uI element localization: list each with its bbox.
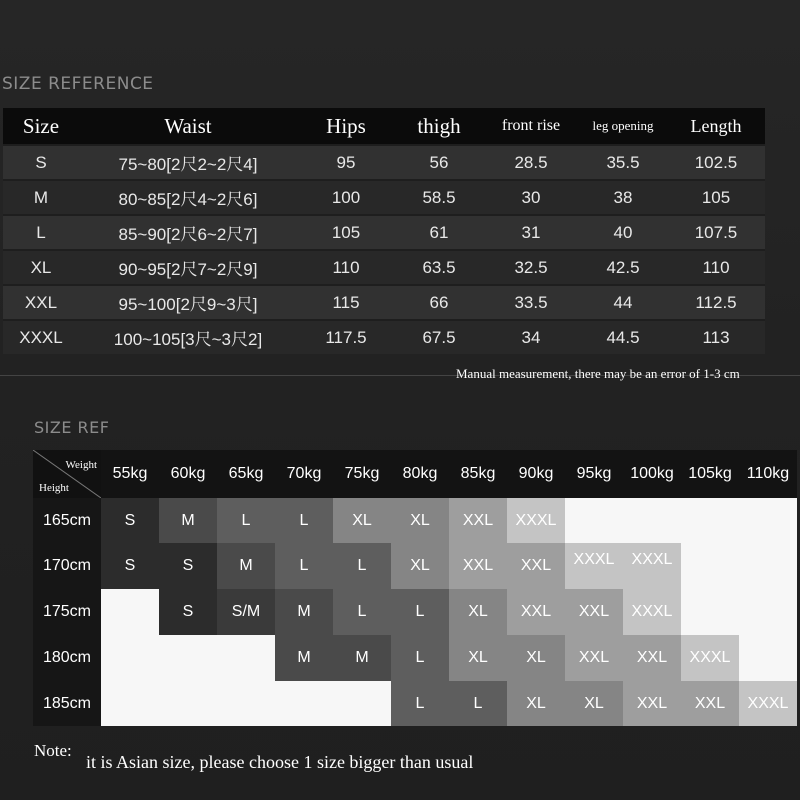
empty-cell — [217, 681, 275, 726]
size-cell: L — [449, 681, 507, 726]
empty-cell — [217, 635, 275, 681]
size-cell: XXL — [507, 543, 565, 589]
empty-cell — [739, 498, 797, 543]
cell-hips: 95 — [297, 145, 395, 180]
table-row — [3, 145, 765, 180]
cell-waist: 95~100[2尺9~3尺] — [79, 285, 297, 320]
size-cell: M — [159, 498, 217, 543]
weight-header: 55kg — [101, 450, 159, 498]
size-cell: L — [391, 681, 449, 726]
empty-cell — [623, 498, 681, 543]
size-cell: L — [391, 589, 449, 635]
empty-cell — [739, 635, 797, 681]
header-leg-opening: leg opening — [579, 108, 667, 145]
corner-weight-label: Weight — [65, 459, 97, 471]
size-cell: XL — [507, 681, 565, 726]
cell-waist: 100~105[3尺~3尺2] — [79, 320, 297, 354]
size-cell: XXL — [623, 681, 681, 726]
cell-length: 113 — [667, 320, 765, 354]
measurement-note: Manual measurement, there may be an error of 1-3 cm — [456, 366, 740, 381]
size-cell: S — [101, 543, 159, 589]
cell-leg-opening: 35.5 — [579, 145, 667, 180]
empty-cell — [101, 681, 159, 726]
size-cell: M — [275, 635, 333, 681]
size-cell: XL — [565, 681, 623, 726]
table-row — [3, 320, 765, 354]
size-cell: S — [159, 543, 217, 589]
cell-hips: 115 — [297, 285, 395, 320]
cell-size: XXL — [3, 285, 79, 320]
height-header: 170cm — [33, 543, 101, 589]
cell-thigh: 58.5 — [395, 180, 483, 215]
size-cell: L — [275, 498, 333, 543]
weight-header: 60kg — [159, 450, 217, 498]
weight-header: 65kg — [217, 450, 275, 498]
header-thigh: thigh — [395, 108, 483, 145]
size-cell: L — [217, 498, 275, 543]
size-cell: M — [333, 635, 391, 681]
cell-size: S — [3, 145, 79, 180]
note-label: Note: — [34, 741, 72, 760]
note-text: it is Asian size, please choose 1 size bigger than usual — [86, 752, 474, 772]
cell-waist: 80~85[2尺4~2尺6] — [79, 180, 297, 215]
size-cell: L — [333, 543, 391, 589]
cell-thigh: 56 — [395, 145, 483, 180]
weight-header: 95kg — [565, 450, 623, 498]
corner-height-label: Height — [39, 482, 69, 494]
cell-length: 102.5 — [667, 145, 765, 180]
size-cell: M — [275, 589, 333, 635]
cell-size: XL — [3, 250, 79, 285]
table-row — [3, 285, 765, 320]
size-cell: S — [101, 498, 159, 543]
size-cell: XXXL — [623, 543, 681, 589]
height-header: 180cm — [33, 635, 101, 681]
size-cell: XL — [333, 498, 391, 543]
size-cell: XXXL — [681, 635, 739, 681]
header-size: Size — [3, 108, 79, 145]
empty-cell — [101, 589, 159, 635]
empty-cell — [333, 681, 391, 726]
size-cell: XXXL — [623, 589, 681, 635]
size-recommendation-grid — [33, 450, 795, 728]
header-waist: Waist — [79, 108, 297, 145]
weight-header: 75kg — [333, 450, 391, 498]
size-cell: XXL — [449, 543, 507, 589]
size-cell: XXL — [623, 635, 681, 681]
empty-cell — [681, 498, 739, 543]
size-cell: XL — [507, 635, 565, 681]
empty-cell — [739, 589, 797, 635]
empty-cell — [681, 589, 739, 635]
cell-front-rise: 34 — [483, 320, 579, 354]
size-cell: XL — [449, 589, 507, 635]
weight-header: 100kg — [623, 450, 681, 498]
empty-cell — [275, 681, 333, 726]
cell-thigh: 67.5 — [395, 320, 483, 354]
header-hips: Hips — [297, 108, 395, 145]
height-header: 185cm — [33, 681, 101, 726]
cell-hips: 117.5 — [297, 320, 395, 354]
cell-front-rise: 28.5 — [483, 145, 579, 180]
table-row — [3, 180, 765, 215]
weight-header: 85kg — [449, 450, 507, 498]
size-reference-title: SIZE REFERENCE — [2, 74, 154, 94]
cell-leg-opening: 38 — [579, 180, 667, 215]
weight-header: 80kg — [391, 450, 449, 498]
header-length: Length — [667, 108, 765, 145]
weight-header: 105kg — [681, 450, 739, 498]
size-cell: L — [333, 589, 391, 635]
table-header-row — [3, 108, 765, 145]
size-cell: L — [275, 543, 333, 589]
empty-cell — [101, 635, 159, 681]
cell-thigh: 66 — [395, 285, 483, 320]
cell-front-rise: 30 — [483, 180, 579, 215]
cell-front-rise: 31 — [483, 215, 579, 250]
size-cell: XXL — [507, 589, 565, 635]
header-front-rise: front rise — [483, 108, 579, 145]
cell-length: 105 — [667, 180, 765, 215]
cell-size: L — [3, 215, 79, 250]
height-header: 175cm — [33, 589, 101, 635]
cell-length: 112.5 — [667, 285, 765, 320]
cell-front-rise: 33.5 — [483, 285, 579, 320]
cell-thigh: 61 — [395, 215, 483, 250]
size-cell: XXXL — [565, 543, 623, 589]
cell-waist: 85~90[2尺6~2尺7] — [79, 215, 297, 250]
cell-size: XXXL — [3, 320, 79, 354]
cell-leg-opening: 40 — [579, 215, 667, 250]
cell-hips: 110 — [297, 250, 395, 285]
empty-cell — [565, 498, 623, 543]
size-cell: XXL — [681, 681, 739, 726]
size-cell: XXXL — [507, 498, 565, 543]
table-row — [3, 215, 765, 250]
empty-cell — [159, 681, 217, 726]
cell-thigh: 63.5 — [395, 250, 483, 285]
empty-cell — [739, 543, 797, 589]
weight-header: 90kg — [507, 450, 565, 498]
size-cell: L — [391, 635, 449, 681]
size-cell: XXL — [565, 589, 623, 635]
cell-waist: 75~80[2尺2~2尺4] — [79, 145, 297, 180]
grid-corner — [33, 450, 101, 498]
size-cell: M — [217, 543, 275, 589]
size-cell: XL — [391, 498, 449, 543]
empty-cell — [681, 543, 739, 589]
size-reference-table — [3, 108, 765, 354]
size-cell: XXL — [565, 635, 623, 681]
cell-length: 107.5 — [667, 215, 765, 250]
size-cell: XL — [391, 543, 449, 589]
cell-leg-opening: 42.5 — [579, 250, 667, 285]
size-cell: S — [159, 589, 217, 635]
cell-length: 110 — [667, 250, 765, 285]
cell-waist: 90~95[2尺7~2尺9] — [79, 250, 297, 285]
height-header: 165cm — [33, 498, 101, 543]
cell-hips: 100 — [297, 180, 395, 215]
cell-hips: 105 — [297, 215, 395, 250]
cell-front-rise: 32.5 — [483, 250, 579, 285]
weight-header: 70kg — [275, 450, 333, 498]
size-cell: XXXL — [739, 681, 797, 726]
cell-size: M — [3, 180, 79, 215]
empty-cell — [159, 635, 217, 681]
size-cell: XXL — [449, 498, 507, 543]
size-cell: S/M — [217, 589, 275, 635]
table-row — [3, 250, 765, 285]
cell-leg-opening: 44 — [579, 285, 667, 320]
cell-leg-opening: 44.5 — [579, 320, 667, 354]
size-ref-title: SIZE REF — [34, 418, 110, 437]
weight-header: 110kg — [739, 450, 797, 498]
size-cell: XL — [449, 635, 507, 681]
